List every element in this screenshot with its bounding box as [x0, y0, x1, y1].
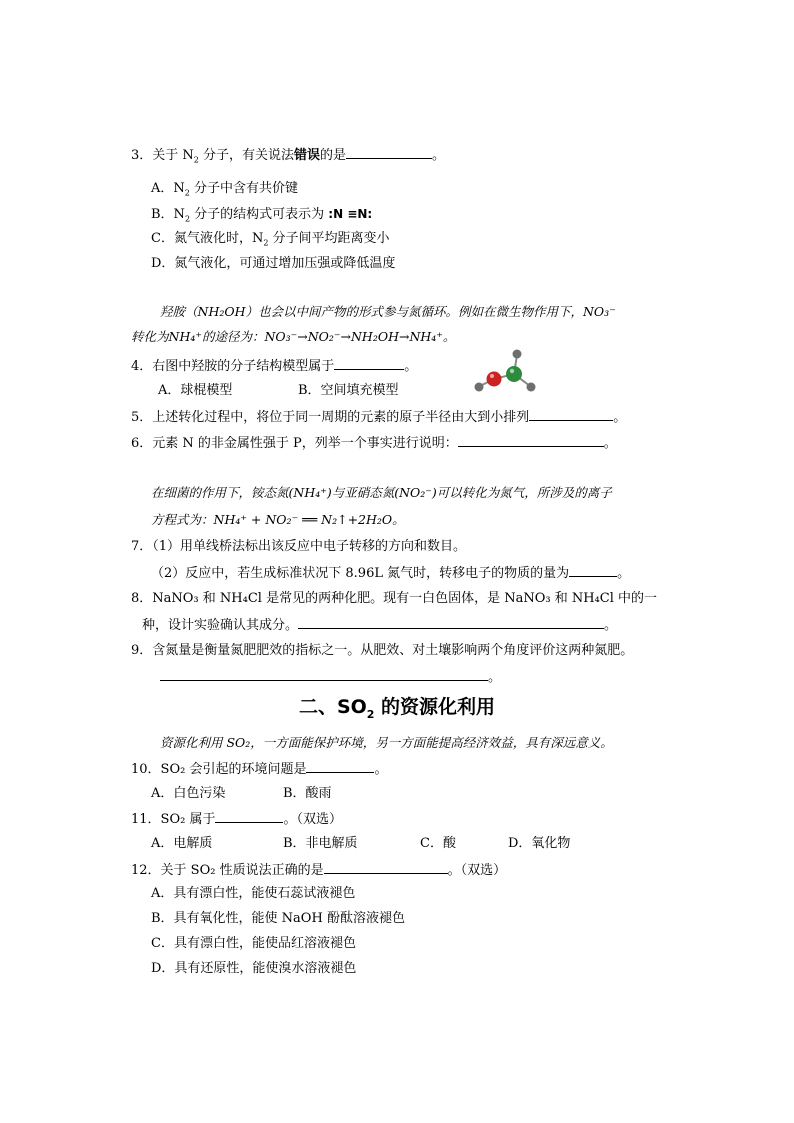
n-atom-icon	[506, 366, 522, 382]
q3-option-b-formula: :N ≡N:	[328, 207, 373, 221]
q11-option-c: C．酸	[420, 836, 456, 851]
q8-line2	[142, 616, 617, 635]
section-2-title-a: 二、SO	[298, 696, 367, 718]
q3-answer-blank[interactable]	[346, 146, 432, 159]
q4-stem	[131, 357, 417, 376]
q9-line2	[160, 668, 501, 687]
q7-part1: 7．（1）用单线桥法标出该反应中电子转移的方向和数目。	[131, 539, 467, 554]
q3-suffix: 的是	[320, 148, 347, 163]
q9-line1: 9．含氮量是衡量氮肥肥效的指标之一。从肥效、对土壤影响两个角度评价这两种氮肥。	[131, 643, 634, 658]
q10-end: 。	[374, 762, 388, 777]
h-atom-icon	[513, 350, 522, 359]
section-2-title	[0, 694, 794, 720]
q7-answer-blank[interactable]	[569, 564, 617, 577]
q5-stem	[131, 408, 626, 427]
q6-stem	[131, 434, 617, 453]
section-2-title-b: 的资源化利用	[374, 696, 496, 718]
q3-prefix: 3．关于 N	[131, 148, 194, 163]
q6-answer-blank[interactable]	[458, 434, 604, 447]
q10-option-b: B．酸雨	[283, 786, 332, 801]
hydroxylamine-molecule-icon	[470, 346, 542, 396]
q7-end: 。	[617, 566, 631, 581]
q10-stem-text: 10．SO₂ 会引起的环境问题是	[131, 762, 307, 777]
q3-option-c-sub: 2	[263, 238, 269, 248]
q8-line1: 8．NaNO₃ 和 NH₄Cl 是常见的两种化肥。现有一白色固体，是 NaNO₃ 和 NH₄Cl 中的一	[131, 591, 657, 606]
q3-option-b-text: B．N	[151, 207, 185, 222]
q8-end: 。	[604, 618, 618, 633]
q12-stem	[131, 861, 506, 880]
q3-option-c-text: C．氮气液化时，N	[151, 231, 264, 246]
q12-option-c: C．具有漂白性，能使品红溶液褪色	[151, 936, 356, 951]
q3-mid: 分子，有关说法	[198, 148, 295, 163]
q9-end: 。	[488, 670, 502, 685]
q3-option-a-sub: 2	[184, 188, 190, 198]
q11-option-a: A．电解质	[151, 836, 213, 851]
q11-answer-blank[interactable]	[215, 810, 283, 823]
q12-option-a: A．具有漂白性，能使石蕊试液褪色	[151, 886, 356, 901]
q11-option-d: D．氧化物	[508, 836, 571, 851]
passage2-line1: 在细菌的作用下，铵态氮(NH₄⁺)与亚硝态氮(NO₂⁻)可以转化为氮气，所涉及的离子	[151, 485, 612, 500]
q11-end: 。（双选）	[283, 812, 342, 827]
q3-bold-word: 错误	[294, 148, 321, 163]
q3-option-b-sub: 2	[184, 214, 191, 224]
q4-option-b: B．空间填充模型	[298, 383, 399, 398]
h-atom-icon	[527, 383, 536, 392]
h-atom-icon	[475, 383, 484, 392]
q4-answer-blank[interactable]	[334, 357, 404, 370]
q11-stem	[131, 810, 342, 829]
q12-stem-text: 12．关于 SO₂ 性质说法正确的是	[131, 863, 324, 878]
q5-answer-blank[interactable]	[529, 408, 613, 421]
q12-answer-blank[interactable]	[324, 861, 448, 874]
q4-end: 。	[404, 359, 418, 374]
q12-option-d: D．具有还原性，能使溴水溶液褪色	[151, 961, 357, 976]
q4-stem-text: 4．右图中羟胺的分子结构模型属于	[131, 359, 335, 374]
q3-option-a-rest: 分子中含有共价键	[189, 181, 298, 196]
q3-n-sub: 2	[193, 155, 199, 165]
q7-part2-text: （2）反应中，若生成标准状况下 8.96L 氮气时，转移电子的物质的量为	[151, 566, 570, 581]
section-2-title-sub: 2	[366, 707, 375, 721]
q5-end: 。	[613, 410, 627, 425]
q9-answer-blank[interactable]	[160, 668, 488, 681]
q8-answer-blank[interactable]	[298, 616, 604, 629]
q6-stem-text: 6．元素 N 的非金属性强于 P，列举一个事实进行说明：	[131, 436, 458, 451]
q11-stem-text: 11．SO₂ 属于	[131, 812, 216, 827]
q10-answer-blank[interactable]	[306, 760, 374, 773]
q3-option-c	[151, 230, 390, 248]
q3-option-c-rest: 分子间平均距离变小	[268, 231, 390, 246]
q8-line2-text: 种，设计实验确认其成分。	[142, 618, 299, 633]
q3-option-a-text: A．N	[151, 181, 185, 196]
q10-option-a: A．白色污染	[151, 786, 226, 801]
q3-option-d-text: D．氮气液化，可通过增加压强或降低温度	[151, 256, 396, 271]
q3-option-d	[151, 255, 395, 273]
q4-option-a: A．球棍模型	[158, 383, 233, 398]
q3-stem	[131, 146, 445, 165]
q10-stem	[131, 760, 387, 779]
passage2-line2: 方程式为：NH₄⁺ + NO₂⁻ ══ N₂↑+2H₂O。	[151, 512, 405, 527]
section-2-intro: 资源化利用 SO₂，一方面能保护环境，另一方面能提高经济效益，具有深远意义。	[160, 735, 613, 750]
q3-option-b-rest: 分子的结构式可表示为	[190, 207, 329, 222]
q6-end: 。	[603, 436, 617, 451]
q12-option-b: B．具有氧化性，能使 NaOH 酚酞溶液褪色	[151, 911, 405, 926]
q11-option-b: B．非电解质	[283, 836, 358, 851]
passage1-line2: 转化为NH₄⁺的途径为：NO₃⁻→NO₂⁻→NH₂OH→NH₄⁺。	[131, 329, 456, 344]
o-atom-icon	[487, 372, 502, 387]
q3-option-a	[151, 180, 298, 198]
q7-part2	[151, 564, 630, 583]
q12-end: 。（双选）	[447, 863, 507, 878]
q3-option-b	[151, 205, 372, 224]
q5-stem-text: 5．上述转化过程中，将位于同一周期的元素的原子半径由大到小排列	[131, 410, 530, 425]
q3-end: 。	[432, 148, 446, 163]
passage1-line1: 羟胺（NH₂OH）也会以中间产物的形式参与氮循环。例如在微生物作用下，NO₃⁻	[160, 304, 616, 319]
